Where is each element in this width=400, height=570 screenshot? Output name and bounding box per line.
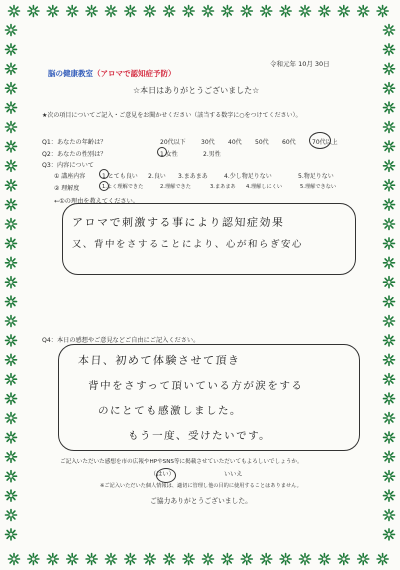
flower-ornament [300, 554, 311, 565]
flower-ornament [377, 554, 388, 565]
consent-question: ご記入いただいた感想を市の広報やHPやSNS等に掲載させていただいてもよろしいでしょうか。 [60, 459, 303, 465]
flower-ornament [358, 554, 369, 565]
q1-option-60s[interactable]: 60代 [282, 139, 296, 146]
flower-ornament [6, 413, 17, 424]
flower-ornament [6, 219, 17, 230]
flower-ornament [384, 335, 395, 346]
q2-answer-circle [157, 147, 167, 157]
consent-no[interactable]: いいえ [224, 471, 243, 478]
title-subtitle: （アロマで認知症予防） [93, 69, 176, 78]
flower-ornament [300, 6, 311, 17]
q4-line-4: もう一度、受けたいです。 [127, 430, 272, 442]
flower-ornament [6, 296, 17, 307]
flower-ornament [384, 296, 395, 307]
q3-row1-opt2[interactable]: 2.良い [148, 173, 166, 180]
flower-ornament [6, 44, 17, 55]
instructions: ★次の項目についてご記入・ご意見をお聞かせください（該当する数字に○をつけてください）。 [42, 112, 302, 119]
flower-ornament [338, 6, 349, 17]
flower-ornament [6, 471, 17, 482]
flower-ornament [125, 6, 136, 17]
q4-line-1: 本日、初めて体験させて頂き [77, 354, 241, 367]
flower-ornament [6, 316, 17, 327]
flower-ornament [9, 554, 20, 565]
flower-ornament [319, 554, 330, 565]
flower-ornament [6, 451, 17, 462]
flower-ornament [384, 199, 395, 210]
q3-row2-opt5[interactable]: 5.理解できない [300, 184, 337, 190]
q3-row1-opt3[interactable]: 3.まあまあ [178, 173, 208, 180]
consent-yes-circle [156, 468, 176, 483]
date-field: 令和元年 10月 30日 [270, 60, 330, 68]
flower-ornament [384, 510, 395, 521]
flower-ornament [6, 490, 17, 501]
flower-ornament [222, 6, 233, 17]
flower-ornament [164, 554, 175, 565]
q1-option-30s[interactable]: 30代 [201, 139, 215, 146]
flower-ornament [358, 6, 369, 17]
privacy-note: ※ご記入いただいた個人情報は、適切に管理し他の目的に使用することはありません。 [100, 483, 302, 489]
flower-ornament [6, 393, 17, 404]
thanks-banner: ☆本日はありがとうございました☆ [133, 86, 260, 95]
q3-row2-opt1[interactable]: 1.よく理解できた [102, 184, 144, 190]
flower-ornament [384, 180, 395, 191]
flower-ornament [203, 554, 214, 565]
q2-option-female[interactable]: 1.女性 [160, 151, 178, 158]
flower-ornament [203, 6, 214, 17]
closing-message: ご協力ありがとうございました。 [150, 497, 252, 505]
flower-ornament [164, 6, 175, 17]
q1-option-20s[interactable]: 20代以下 [160, 139, 186, 146]
flower-ornament [6, 122, 17, 133]
flower-ornament [6, 335, 17, 346]
q1-option-40s[interactable]: 40代 [228, 139, 242, 146]
q3-row2-opt3[interactable]: 3.まあまあ [210, 184, 236, 190]
q2-option-male[interactable]: 2.男性 [203, 151, 221, 158]
flower-ornament [222, 554, 233, 565]
flower-ornament [6, 141, 17, 152]
flower-ornament [6, 374, 17, 385]
flower-ornament [106, 6, 117, 17]
flower-ornament [280, 554, 291, 565]
q3-row1-label: ① 講座内容 [54, 173, 86, 180]
flower-ornament [261, 554, 272, 565]
flower-ornament [261, 6, 272, 17]
q3-row1-opt5[interactable]: 5.物足りない [298, 173, 334, 180]
flower-ornament [106, 554, 117, 565]
q3-row1-opt1[interactable]: 1.とても良い [102, 173, 138, 180]
flower-ornament [86, 554, 97, 565]
flower-ornament [384, 102, 395, 113]
q4-line-3: のにとても感激しました。 [97, 405, 243, 417]
flower-ornament [9, 6, 20, 17]
flower-ornament [319, 6, 330, 17]
flower-ornament [6, 529, 17, 540]
flower-ornament [86, 6, 97, 17]
q3-row2-label: ② 理解度 [54, 185, 80, 192]
q1-option-70s-plus[interactable]: 70代以上 [312, 139, 338, 146]
flower-ornament [338, 554, 349, 565]
page-title [48, 70, 176, 78]
q3-reason-line-1: アロマで刺激する事により認知症効果 [71, 216, 285, 229]
flower-ornament [183, 554, 194, 565]
flower-ornament [384, 413, 395, 424]
flower-ornament [144, 6, 155, 17]
flower-ornament [384, 529, 395, 540]
flower-ornament [6, 257, 17, 268]
title-main: 脳の健康教室 [48, 69, 93, 78]
q1-option-50s[interactable]: 50代 [255, 139, 269, 146]
flower-ornament [6, 25, 17, 36]
flower-ornament [28, 554, 39, 565]
flower-ornament [384, 354, 395, 365]
q3-row2-opt2[interactable]: 2.理解できた [160, 184, 191, 190]
flower-ornament [377, 6, 388, 17]
flower-ornament [280, 6, 291, 17]
flower-ornament [47, 6, 58, 17]
flower-ornament [384, 219, 395, 230]
flower-ornament [6, 354, 17, 365]
flower-ornament [67, 6, 78, 17]
q1-answer-circle [309, 132, 331, 149]
flower-ornament [125, 554, 136, 565]
flower-ornament [384, 393, 395, 404]
flower-ornament [6, 510, 17, 521]
flower-ornament [384, 238, 395, 249]
flower-ornament [6, 432, 17, 443]
flower-ornament [6, 160, 17, 171]
q3-label: Q3：内容について [42, 162, 94, 169]
flower-ornament [6, 238, 17, 249]
flower-ornament [6, 277, 17, 288]
flower-ornament [384, 141, 395, 152]
q1-label: Q1：あなたの年齢は？ [42, 139, 107, 146]
flower-ornament [384, 316, 395, 327]
q4-line-2: 背中をさすって頂いている方が涙をする [87, 380, 304, 392]
flower-ornament [384, 471, 395, 482]
q4-label: Q4：本日の感想やご意見などご自由にご記入ください。 [42, 337, 200, 344]
flower-ornament [384, 83, 395, 94]
flower-ornament [384, 44, 395, 55]
flower-ornament [28, 6, 39, 17]
flower-ornament [384, 432, 395, 443]
consent-yes[interactable]: （はい） [150, 471, 175, 478]
flower-ornament [384, 374, 395, 385]
flower-ornament [47, 554, 58, 565]
q3-row1-opt4[interactable]: 4.少し物足りない [224, 173, 272, 180]
flower-ornament [6, 180, 17, 191]
flower-ornament [384, 257, 395, 268]
flower-ornament [144, 554, 155, 565]
flower-ornament [384, 490, 395, 501]
flower-ornament [6, 199, 17, 210]
flower-ornament [384, 160, 395, 171]
flower-ornament [384, 451, 395, 462]
flower-ornament [6, 83, 17, 94]
flower-ornament [67, 554, 78, 565]
flower-ornament [6, 63, 17, 74]
flower-ornament [183, 6, 194, 17]
q3-row2-opt4[interactable]: 4.理解しにくい [246, 184, 283, 190]
flower-ornament [384, 63, 395, 74]
q3-reason-line-2: 又、背中をさすることにより、心が和らぎ安心 [71, 239, 304, 250]
flower-ornament [384, 122, 395, 133]
flower-ornament [241, 554, 252, 565]
flower-ornament [241, 6, 252, 17]
flower-ornament [6, 102, 17, 113]
q3-reason-label: ←①の理由を教えてください。 [54, 198, 139, 205]
q3-row2-answer-circle [99, 181, 109, 191]
q2-label: Q2：あなたの性別は？ [42, 151, 107, 158]
flower-ornament [384, 277, 395, 288]
q3-row1-answer-circle [99, 169, 109, 179]
flower-ornament [384, 25, 395, 36]
